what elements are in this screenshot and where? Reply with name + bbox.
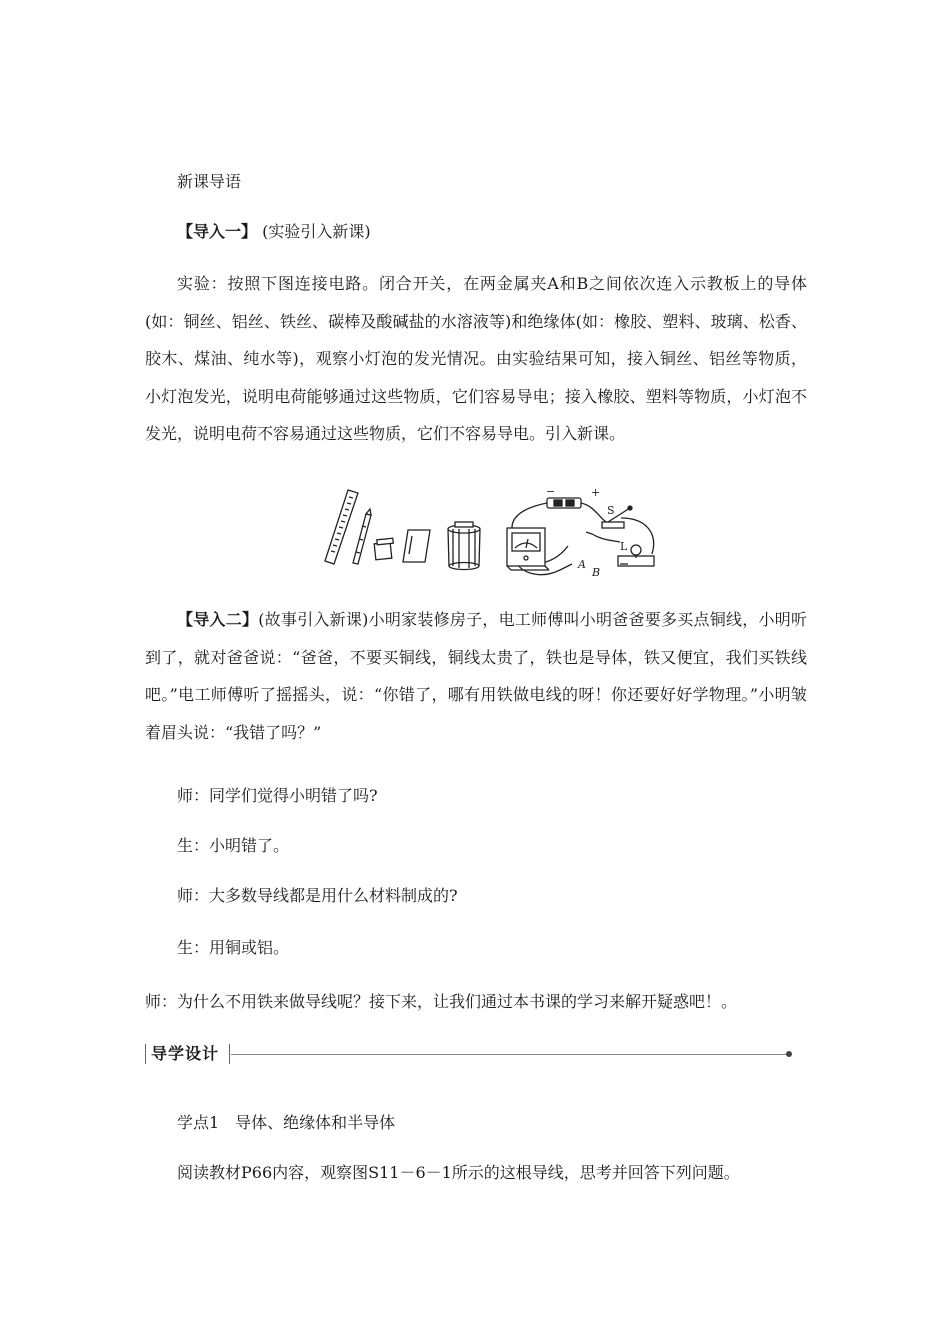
clip-a-label: A (578, 558, 586, 571)
plus-label: + (591, 486, 601, 499)
clip-b-label: B (592, 566, 601, 579)
intro2-text: (故事引入新课)小明家装修房子，电工师傅叫小明爸爸要多买点铜线，小明听到了，就对爸爸说：“爸爸，不要买铜线，铜线太贵了，铁也是导体，铁又便宜，我们买铁线吧。”电工师傅听了摇摇头，说：“你错了，哪有用铁做电线的呀！你还要好好学物理。”小明皱着眉头说：“我错了吗？” (145, 610, 807, 742)
section-divider-left (145, 1044, 146, 1064)
battery-icon (547, 498, 581, 508)
section-dot-icon (786, 1051, 792, 1057)
switch-label: S (607, 504, 615, 517)
heading: 新课导语 (177, 172, 242, 191)
intro1-line (177, 222, 371, 242)
intro2-paragraph (145, 601, 807, 751)
intro2-label: 【导入二】 (177, 610, 259, 629)
eraser-icon (374, 538, 393, 560)
lamp-label: L (620, 540, 628, 553)
circuit-figure (322, 484, 667, 584)
glass-plate-icon (403, 530, 430, 562)
intro1-label: 【导入一】 (177, 222, 258, 241)
study-point: 学点1 导体、绝缘体和半导体 (177, 1113, 396, 1132)
pencil-icon (353, 509, 371, 564)
section-rule (231, 1054, 787, 1055)
galvanometer-icon (507, 528, 549, 570)
section-divider-mid (229, 1044, 230, 1064)
minus-label: − (546, 485, 556, 498)
dialogue-line-4: 生：用铜或铝。 (177, 938, 290, 957)
closing-line: 师：为什么不用铁来做导线呢？接下来，让我们通过本书课的学习来解开疑惑吧！。 (145, 992, 738, 1011)
beaker-icon (448, 522, 480, 570)
reading-task: 阅读教材P66内容，观察图S11－6－1所示的这根导线，思考并回答下列问题。 (177, 1163, 740, 1182)
dialogue-line-1: 师：同学们觉得小明错了吗? (177, 786, 378, 805)
ruler-icon (325, 490, 358, 564)
dialogue-line-3: 师：大多数导线都是用什么材料制成的? (177, 886, 458, 905)
experiment-paragraph: 实验：按照下图连接电路。闭合开关，在两金属夹A和B之间依次连入示教板上的导体(如：铜丝、铝丝、铁丝、碳棒及酸碱盐的水溶液等)和绝缘体(如：橡胶、塑料、玻璃、松香、胶木、煤油、纯水等)，观察小灯泡的发光情况。由实验结果可知，接入铜丝、铝丝等物质，小灯泡发光，说明电荷能够通过这些物质，它们容易导电；接入橡胶、塑料等物质，小灯泡不发光，说明电荷不容易通过这些物质，它们不容易导电。引入新课。 (145, 274, 807, 443)
intro1-sub: (实验引入新课) (262, 222, 371, 241)
section-title: 导学设计 (151, 1044, 220, 1063)
dialogue-line-2: 生：小明错了。 (177, 836, 290, 855)
section-header (145, 1040, 797, 1068)
